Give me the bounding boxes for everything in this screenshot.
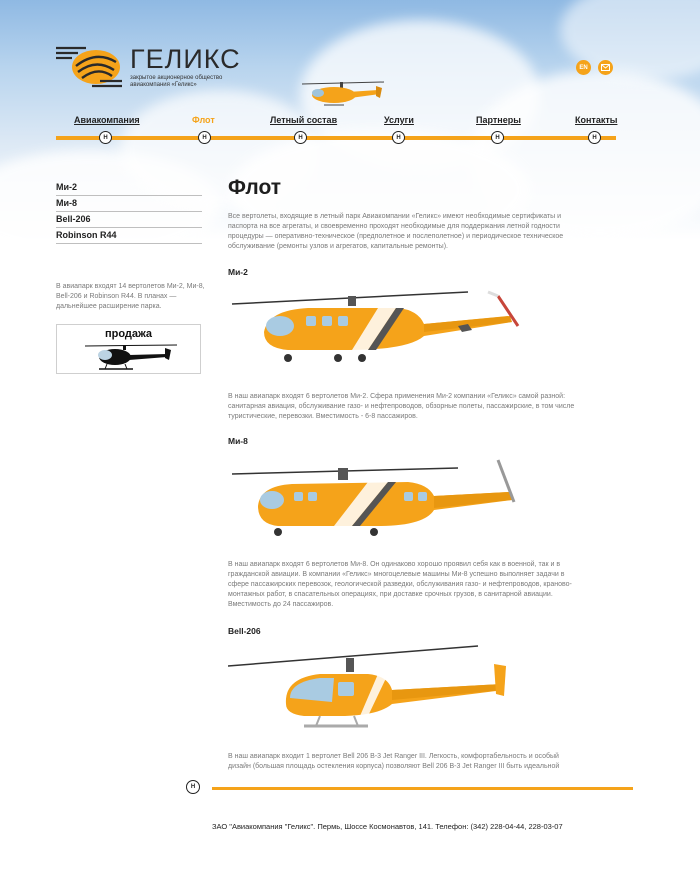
brand-logo[interactable] [56, 44, 241, 92]
nav-marker-icon: Н [198, 131, 211, 144]
sidebar-item-robinson[interactable]: Robinson R44 [56, 228, 202, 244]
mi2-helicopter-image [228, 286, 528, 368]
sidebar-item-mi2[interactable]: Ми-2 [56, 180, 202, 196]
header-helicopter-image [298, 78, 388, 112]
language-switch-button[interactable]: EN [576, 60, 591, 75]
section-title-bell206: Bell-206 [228, 626, 261, 636]
nav-item-fleet[interactable]: Флот [192, 115, 215, 125]
sale-banner[interactable] [56, 324, 201, 374]
nav-item-partners[interactable]: Партнеры [476, 115, 521, 125]
nav-item-contacts[interactable]: Контакты [575, 115, 618, 125]
section-text-bell206: В наш авиапарк входит 1 вертолет Bell 206 B-3 Jet Ranger III. Легкость, комфортабельность и особый дизайн (большая площадь остекления корпуса) позволяют Bell 206 B-3 Jet Ranger III быть идеальной [228, 753, 560, 770]
footer-contacts: ЗАО "Авиакомпания "Геликс". Пермь, Шоссе Космонавтов, 141. Телефон: (342) 228-04-44, 228-03-07 [212, 822, 563, 831]
intro-paragraph: Все вертолеты, входящие в летный парк Авиакомпании «Геликс» имеют необходимые сертификаты и паспорта на все агрегаты, и своевременно проходят необходимые для поддержания летной годности процедуры — оперативно-техническое (предполетное и послеполетное) и периодическое техническое обслуживание (ремонты узлов и агрегатов, капитальные ремонты). [228, 213, 564, 250]
mi8-helicopter-image [228, 456, 528, 538]
nav-item-airline[interactable]: Авиакомпания [74, 115, 140, 125]
sale-label: продажа [104, 328, 153, 340]
main-navigation [56, 115, 616, 155]
sidebar-item-bell206[interactable]: Bell-206 [56, 212, 202, 228]
brand-name: ГЕЛИКС [130, 44, 241, 74]
nav-marker-icon: Н [588, 131, 601, 144]
section-text-mi2: В наш авиапарк входят 6 вертолетов Ми-2. Сфера применения Ми-2 компании «Геликс» самой разной: санитарная авиация, обслуживание газо- и нефтепроводов, обзорные полеты, пассажирские, в том числе туристические, перевозки. Вместимость - 6-8 пассажиров. [228, 393, 575, 420]
bell206-helicopter-image [228, 644, 528, 734]
section-text-mi8: В наш авиапарк входят 6 вертолетов Ми-8. Он одинаково хорошо проявил себя как в военной, так и в гражданской авиации. В компании «Геликс» многоцелевые машины Ми-8 успешно выполняет задачи в сфере пассажирских перевозок, геологической разведки, обслуживания газо- и нефтепроводов, краново-монтажных работ, в спасательных операциях, при доставке срочных грузов, в санитарной авиации. Вместимость до 24 пассажиров. [228, 561, 572, 608]
nav-marker-icon: Н [294, 131, 307, 144]
nav-marker-icon: Н [392, 131, 405, 144]
mail-button[interactable] [598, 60, 613, 75]
nav-marker-icon: Н [99, 131, 112, 144]
helix-logo-icon [56, 44, 122, 90]
sidebar-item-mi8[interactable]: Ми-8 [56, 196, 202, 212]
nav-item-services[interactable]: Услуги [384, 115, 414, 125]
mail-icon [601, 64, 610, 71]
nav-line [56, 136, 616, 140]
footer-line [212, 787, 633, 790]
brand-subtitle: закрытое акционерное общество авиакомпания «Геликс» [130, 75, 223, 88]
sidebar-fleet-summary: В авиапарк входят 14 вертолетов Ми-2, Ми-8, Bell-206 и Robinson R44. В планах — дальнейшее расширение парка. [56, 283, 205, 310]
page-title: Флот [228, 176, 282, 199]
nav-marker-icon: Н [491, 131, 504, 144]
footer-marker-icon: Н [186, 780, 200, 794]
section-title-mi8: Ми-8 [228, 436, 248, 446]
nav-item-crew[interactable]: Летный состав [270, 115, 338, 125]
sidebar-menu [56, 180, 202, 244]
section-title-mi2: Ми-2 [228, 267, 248, 277]
robinson-helicopter-image [85, 342, 177, 372]
